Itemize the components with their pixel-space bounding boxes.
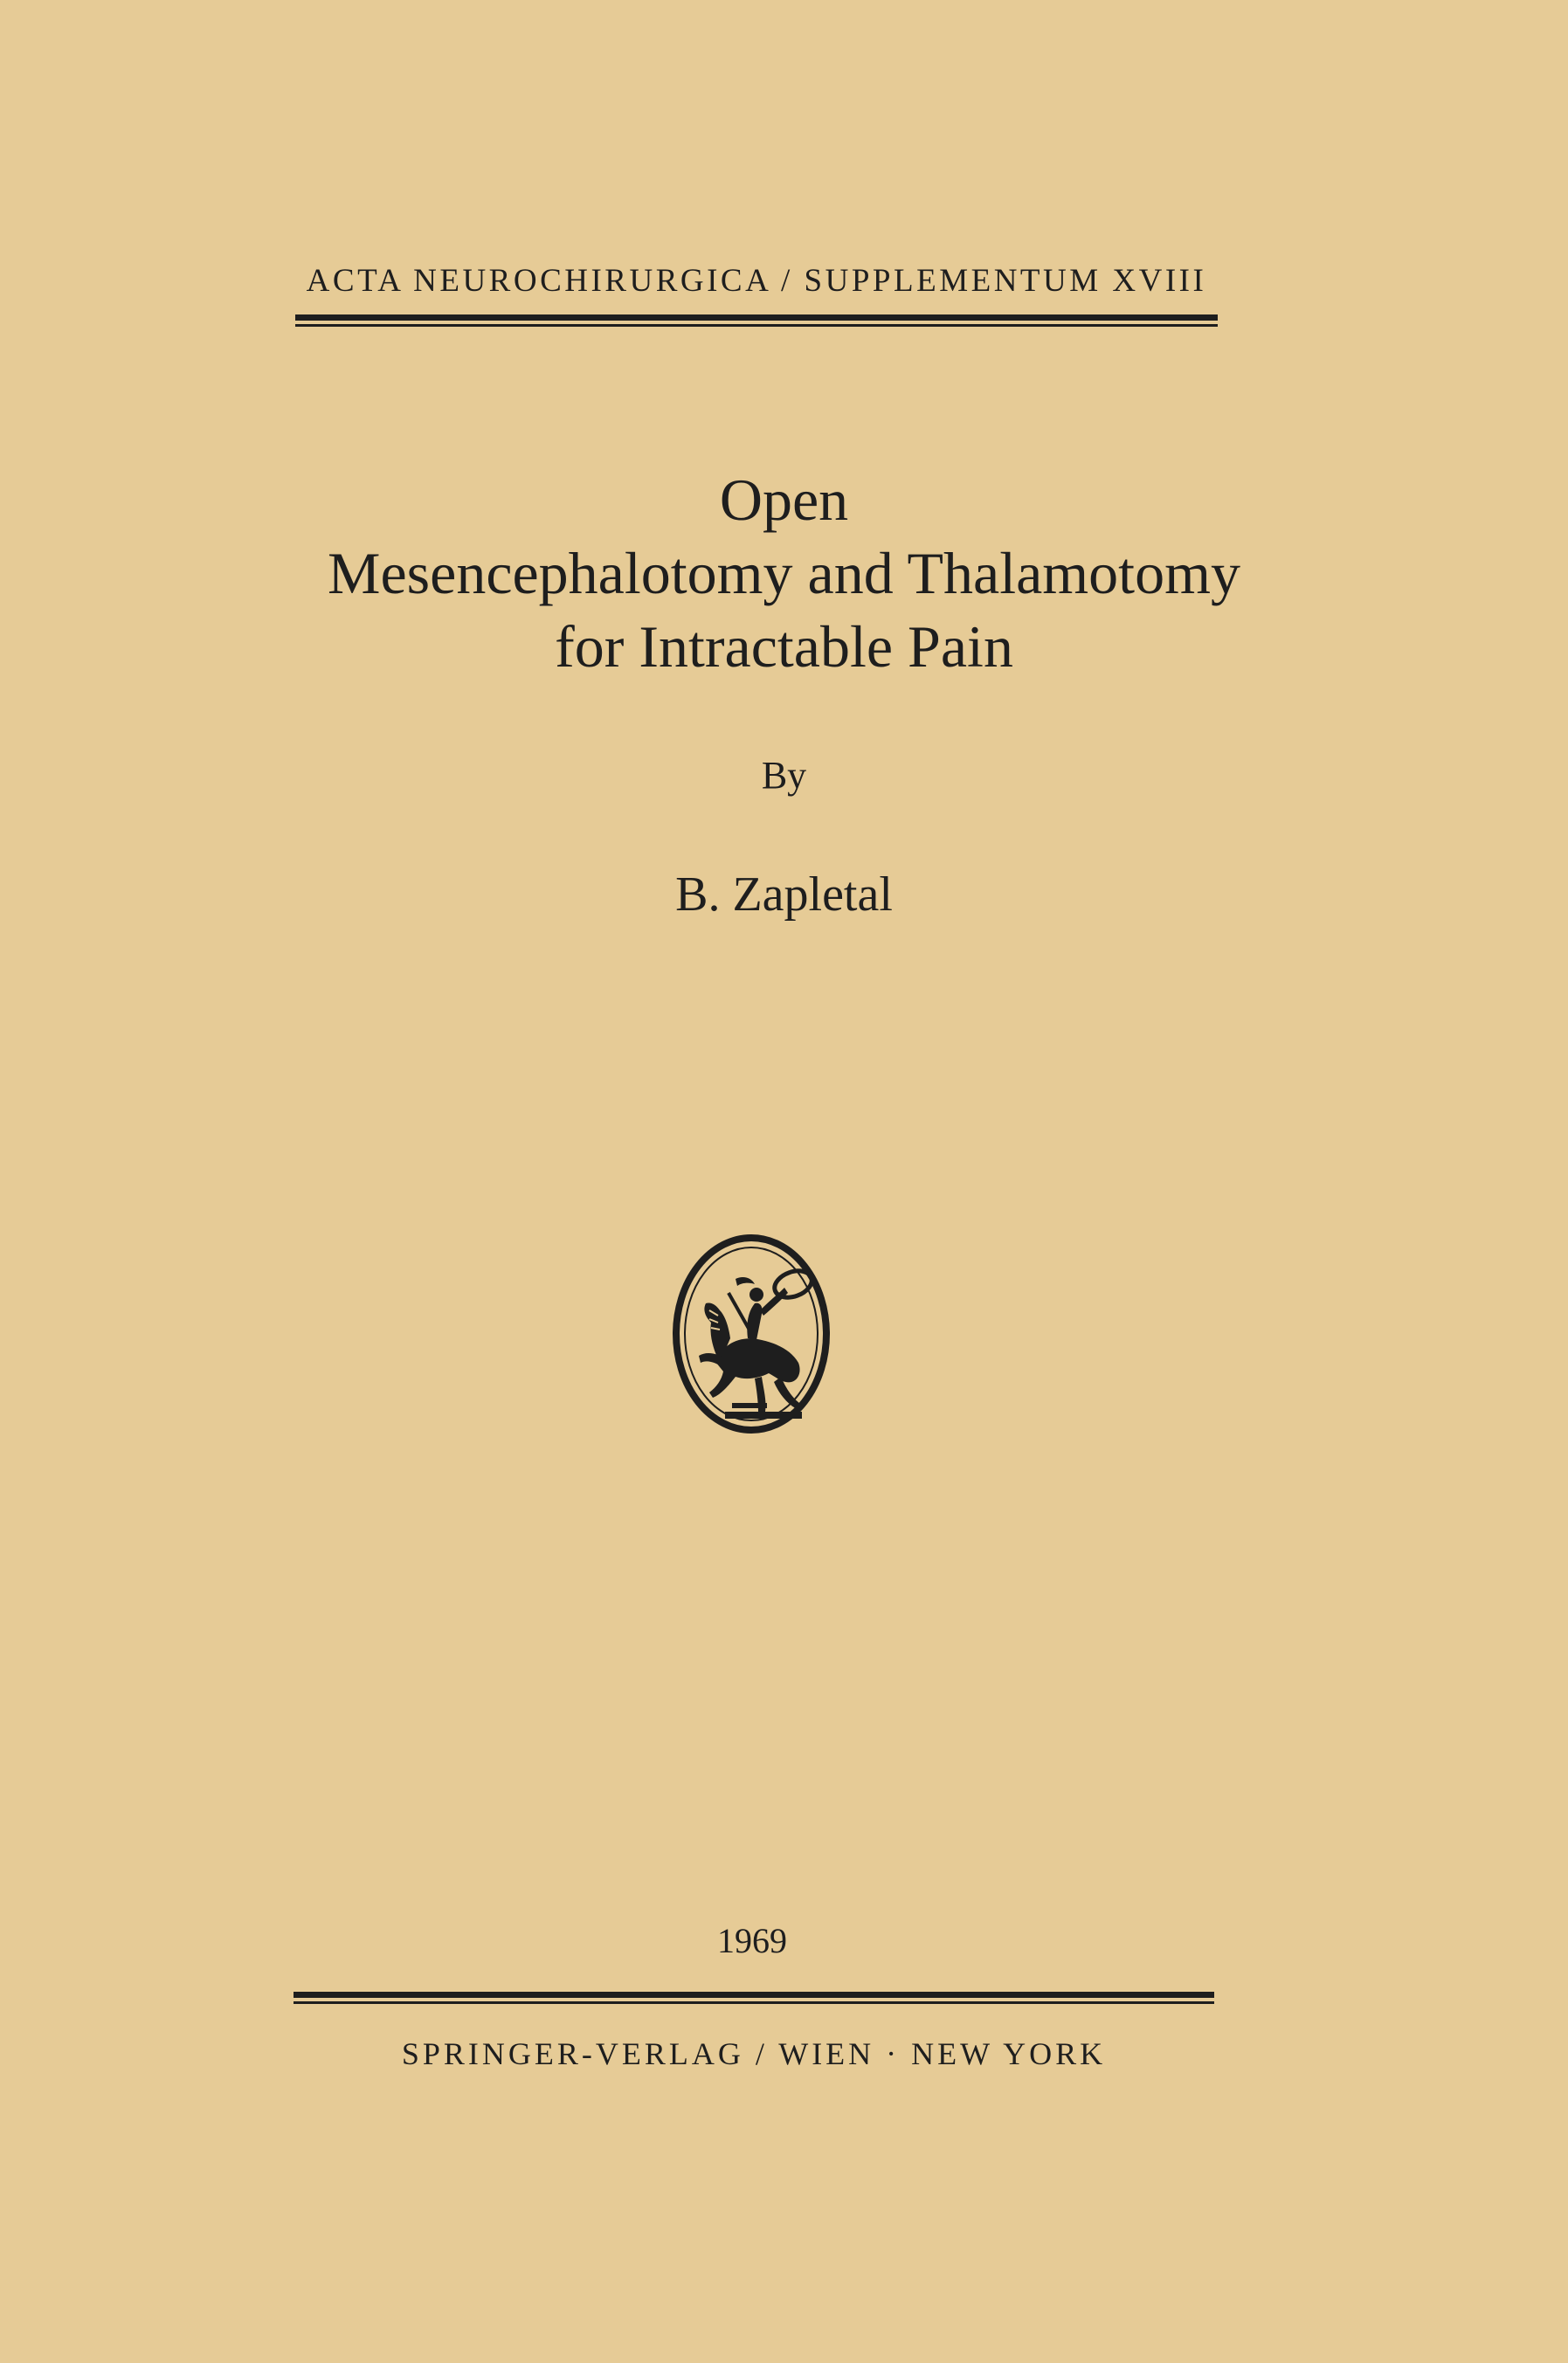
publisher-line: SPRINGER-VERLAG / WIEN · NEW YORK: [401, 2036, 1107, 2071]
by-label: By: [761, 754, 807, 797]
header-rule-thin: [295, 324, 1218, 327]
footer-rule-thin: [294, 2001, 1214, 2004]
footer-rule-thick: [294, 1992, 1214, 1998]
title-line-1: Open: [719, 466, 849, 533]
author-name: B. Zapletal: [675, 867, 893, 922]
header-rule-thick: [295, 314, 1218, 321]
springer-knight-logo-icon: [671, 1232, 832, 1436]
title-line-2: Mesencephalotomy and Thalamotomy: [328, 540, 1240, 606]
title-line-3: for Intractable Pain: [555, 613, 1013, 680]
series-title: ACTA NEUROCHIRURGICA / SUPPLEMENTUM XVIII: [306, 263, 1207, 299]
book-title: [0, 463, 1568, 683]
publication-year: 1969: [717, 1921, 787, 1960]
